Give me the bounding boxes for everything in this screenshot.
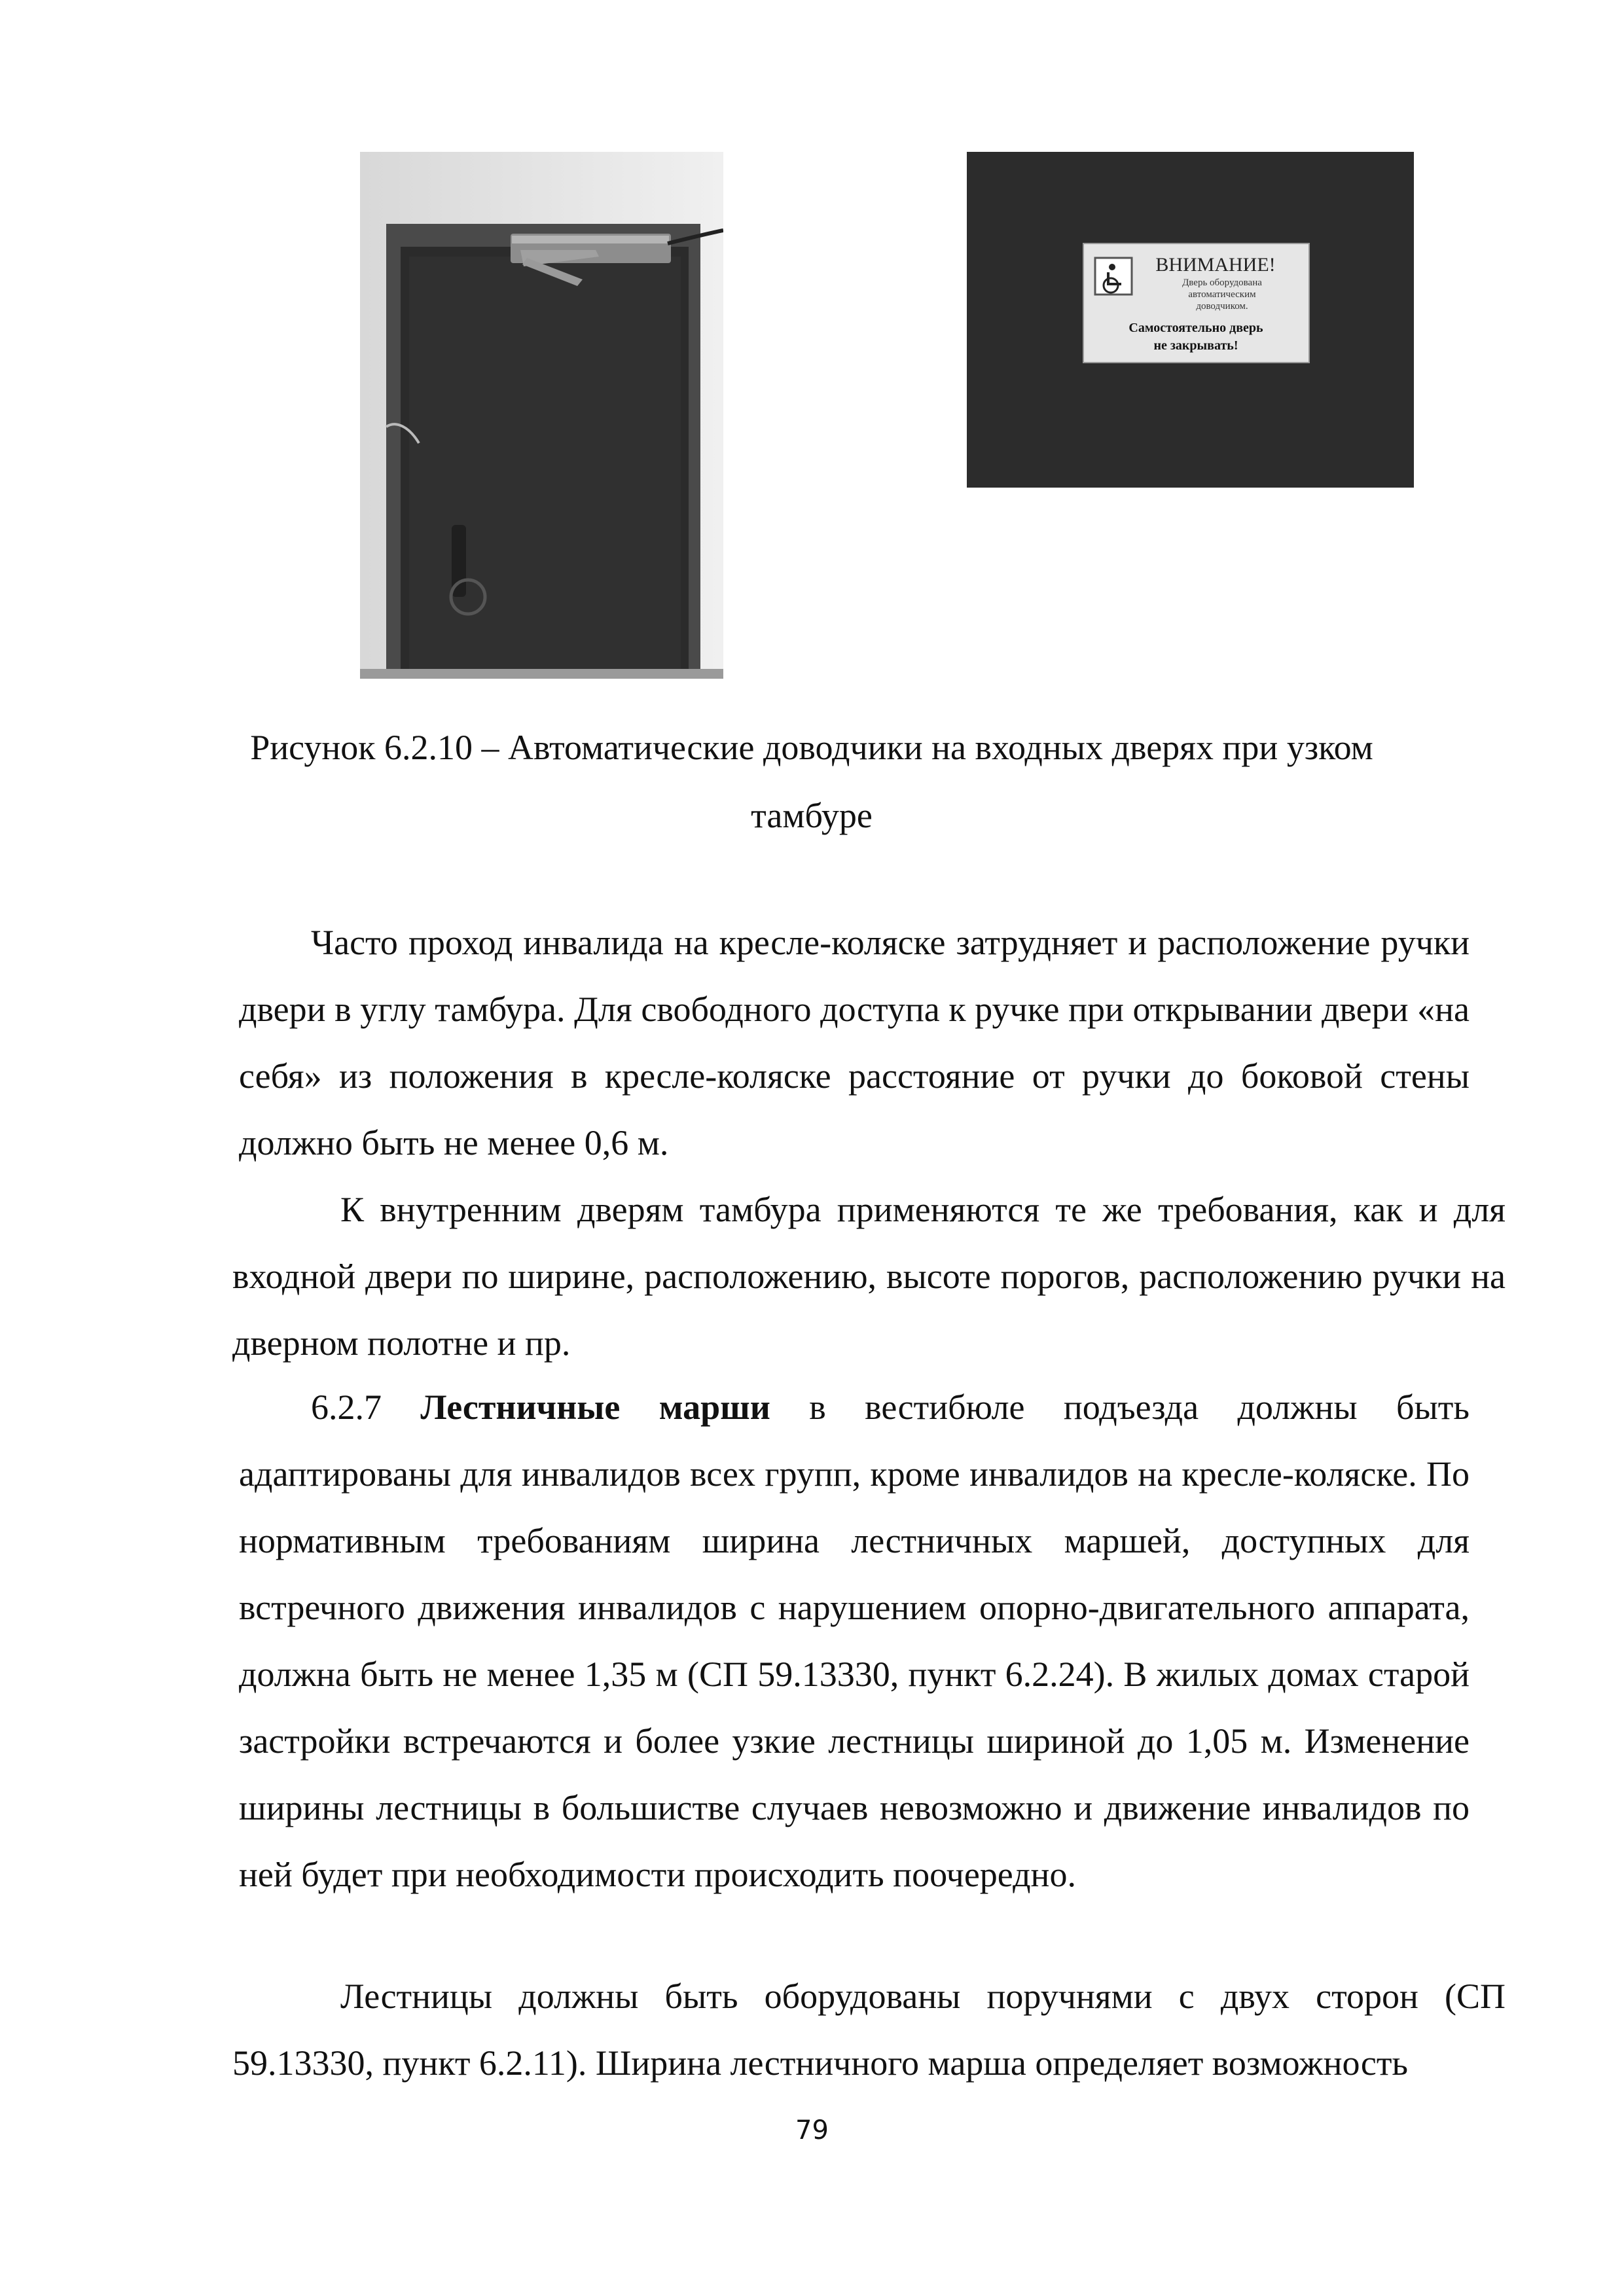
paragraph-1: Часто проход инвалида на кресле-коляске затрудняет и расположение ручки двери в углу тамбура. Для свободного доступа к ручке при открывании двери «на себя» из положения в кресле-коляске расстояние от ручки до боковой стены должно быть не менее 0,6 м. (239, 923, 1470, 1162)
warning-sign-icon (967, 152, 1414, 488)
door-warning-sign-photo (967, 152, 1414, 488)
paragraph-2: К внутренним дверям тамбура применяются те же требования, как и для входной двери по ширине, расположению, высоте порогов, расположению ручки на дверном полотне и пр. (232, 1190, 1506, 1363)
sign-line1: Дверь оборудована (1182, 278, 1262, 288)
paragraph-3-text: в вестибюле подъезда должны быть адаптированы для инвалидов всех групп, кроме инвалидов на кресле-коляске. По нормативным требованиям ширина лестничных маршей, доступных для встречного движения инвалидов с нарушением опорно-двигательного аппарата, должна быть не менее 1,35 м (СП 59.13330, пункт 6.2.24). В жилых домах старой застройки встречаются и более узкие лестницы шириной до 1,05 м. Изменение ширины лестницы в большистве случаев невозможно и движение инвалидов по ней будет при необходимости происходить поочередно. (239, 1388, 1470, 1894)
figure-caption: Рисунок 6.2.10 – Автоматические доводчики на входных дверях при узком тамбуре (250, 728, 1373, 835)
sign-line4: Самостоятельно дверь (1128, 321, 1263, 335)
sign-line3: доводчиком. (1196, 301, 1248, 312)
sign-title: ВНИМАНИЕ! (1155, 254, 1276, 276)
door-closer-icon (360, 152, 723, 679)
page-number: 79 (795, 2115, 829, 2145)
sign-line2: автоматическим (1188, 289, 1256, 300)
paragraph-4: Лестницы должны быть оборудованы поручнями с двух сторон (СП 59.13330, пункт 6.2.11). Ширина лестничного марша определяет возможность (232, 1977, 1506, 2083)
section-heading-bold: Лестничные марши (420, 1388, 770, 1427)
sign-line5: не закрывать! (1153, 338, 1238, 353)
section-number: 6.2.7 (311, 1388, 382, 1427)
paragraph-3 (239, 1374, 1470, 1908)
door-closer-photo (360, 152, 723, 679)
